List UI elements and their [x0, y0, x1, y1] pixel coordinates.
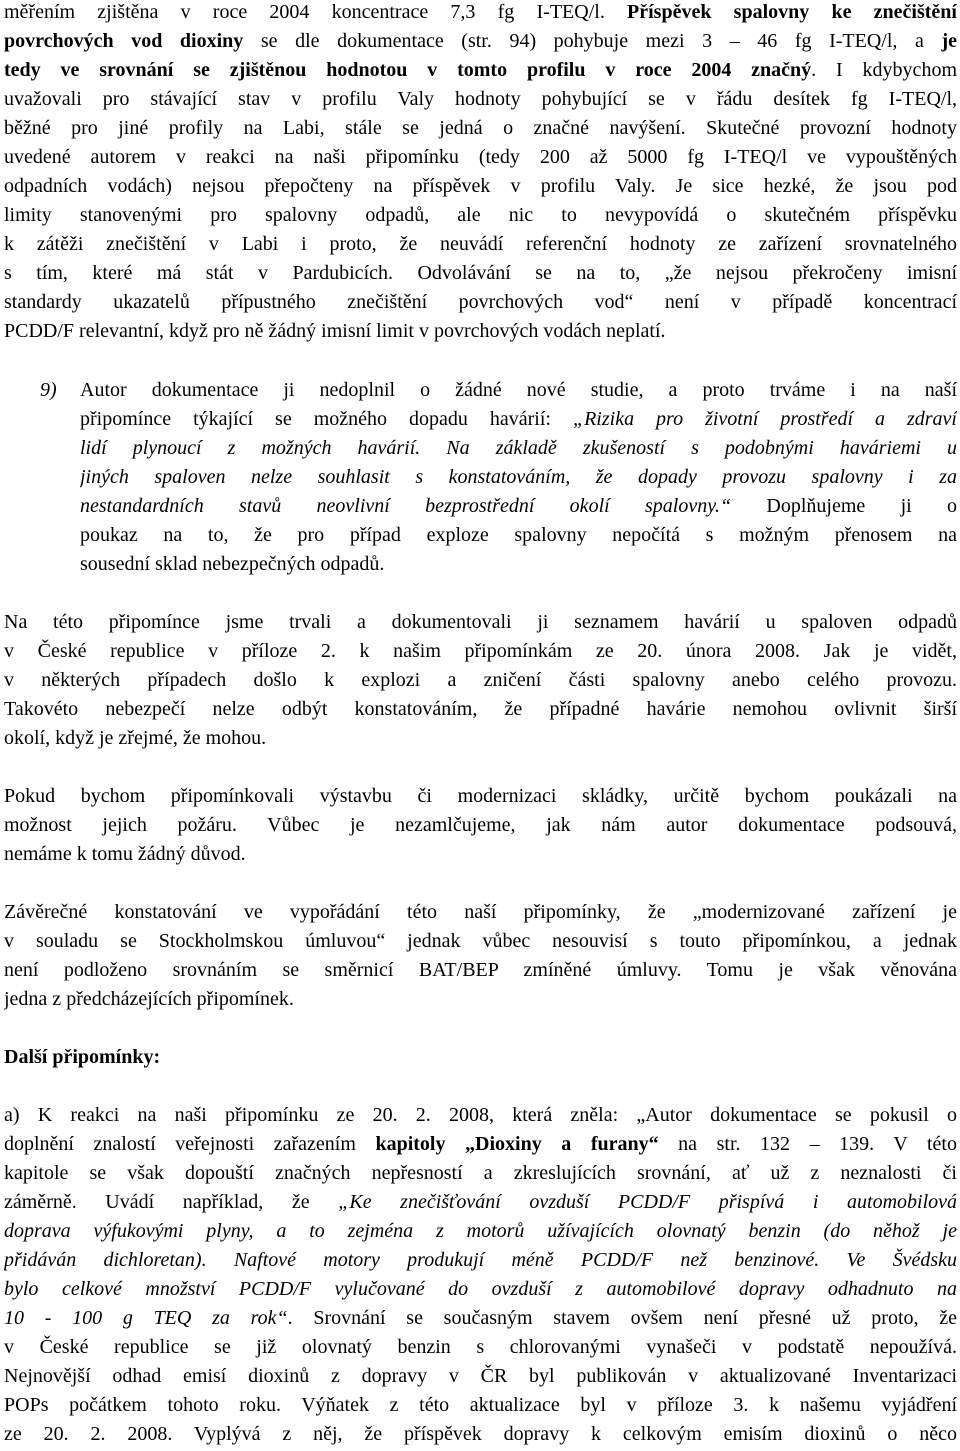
list-item-line: jiných spaloven nelze souhlasit s konstatováním, že dopady provozu spalovny i za	[80, 466, 957, 488]
paragraph-line: doprava výfukovými plyny, a to zejména z motorů užívajících olovnatý benzin (do něhož je	[4, 1220, 957, 1242]
paragraph-line: Takovéto nebezpečí nelze odbýt konstatováním, že případné havárie nemohou ovlivnit širší	[4, 698, 957, 720]
paragraph-line: 10 - 100 g TEQ za rok“. Srovnání se současným stavem ovšem není přesné už proto, že	[4, 1307, 957, 1329]
paragraph-line: možnost jejich požáru. Vůbec je nezamlčujeme, jak nám autor dokumentace podsouvá,	[4, 814, 957, 836]
paragraph-line: Pokud bychom připomínkovali výstavbu či modernizaci skládky, určitě bychom poukázali na	[4, 785, 957, 807]
list-item-line: nestandardních stavů neovlivní bezprostřední okolí spalovny.“ Doplňujeme ji o	[80, 495, 957, 517]
paragraph-line: měřením zjištěna v roce 2004 koncentrace 7,3 fg I-TEQ/l. Příspěvek spalovny ke znečištění	[4, 1, 957, 23]
paragraph-line: jedna z předcházejících připomínek.	[4, 988, 294, 1010]
paragraph-line: nemáme k tomu žádný důvod.	[4, 843, 246, 865]
paragraph-line: v některých případech došlo k explozi a zničení části spalovny anebo celého provozu.	[4, 669, 957, 691]
paragraph-line: a) K reakci na naši připomínku ze 20. 2. 2008, která zněla: „Autor dokumentace se pokusil o	[4, 1104, 957, 1126]
paragraph-line: Závěrečné konstatování ve vypořádání této naší připomínky, že „modernizované zařízení je	[4, 901, 957, 923]
paragraph-line: doplnění znalostí veřejnosti zařazením kapitoly „Dioxiny a furany“ na str. 132 – 139. V této	[4, 1133, 957, 1155]
paragraph-line: v České republice se již olovnatý benzin s chlorovanými vynašeči v podstatě nepoužívá.	[4, 1336, 957, 1358]
paragraph-line: Na této připomínce jsme trvali a dokumentovali ji seznamem havárií u spaloven odpadů	[4, 611, 957, 633]
paragraph-line: povrchových vod dioxiny se dle dokumentace (str. 94) pohybuje mezi 3 – 46 fg I-TEQ/l, a je	[4, 30, 957, 52]
paragraph-line: limity stanovenými pro spalovny odpadů, ale nic to nevypovídá o skutečném příspěvku	[4, 204, 957, 226]
paragraph-line: odpadních vodách) nejsou přepočteny na příspěvek v profilu Valy. Je sice hezké, že jsou pod	[4, 175, 957, 197]
paragraph-line: kapitole se však dopouští značných nepřesností a zkreslujících srovnání, ať už z neznalosti či	[4, 1162, 957, 1184]
paragraph-line: Nejnovější odhad emisí dioxinů z dopravy v ČR byl publikován v aktualizované Inventarizaci	[4, 1365, 957, 1387]
paragraph-line: bylo celkové množství PCDD/F vylučované do ovzduší z automobilové dopravy odhadnuto na	[4, 1278, 957, 1300]
list-item-line: Autor dokumentace ji nedoplnil o žádné nové studie, a proto trváme i na naší	[80, 379, 957, 401]
paragraph-line: PCDD/F relevantní, když pro ně žádný imisní limit v povrchových vodách neplatí.	[4, 320, 666, 342]
paragraph-line: v České republice v příloze 2. k našim připomínkám ze 20. února 2008. Jak je vidět,	[4, 640, 957, 662]
paragraph-line: tedy ve srovnání se zjištěnou hodnotou v tomto profilu v roce 2004 značný. I kdybychom	[4, 59, 957, 81]
paragraph-line: není podloženo srovnáním se směrnicí BAT/BEP zmíněné úmluvy. Tomu je však věnována	[4, 959, 957, 981]
list-item-line: lidí plynoucí z možných havárií. Na základě zkušeností s podobnými haváriemi u	[80, 437, 957, 459]
paragraph-line: okolí, když je zřejmé, že mohou.	[4, 727, 267, 749]
paragraph-line: v souladu se Stockholmskou úmluvou“ jednak vůbec nesouvisí s touto připomínkou, a jednak	[4, 930, 957, 952]
paragraph-line: ze 20. 2. 2008. Vyplývá z něj, že příspěvek dopravy k celkovým emisím dioxinů o něco	[4, 1423, 957, 1445]
list-item-line: připomínce týkající se možného dopadu havárií: „Rizika pro životní prostředí a zdraví	[80, 408, 957, 430]
list-number: 9)	[40, 379, 57, 401]
paragraph-line: uvažovali pro stávající stav v profilu Valy hodnoty pohybující se v řádu desítek fg I-TEQ/l,	[4, 88, 957, 110]
list-item-line: sousední sklad nebezpečných odpadů.	[80, 553, 385, 575]
paragraph-line: běžné pro jiné profily na Labi, stále se jedná o značné navýšení. Skutečné provozní hodnoty	[4, 117, 957, 139]
list-item-line: poukaz na to, že pro případ exploze spalovny nepočítá s možným přenosem na	[80, 524, 957, 546]
paragraph-line: k zátěži znečištění v Labi i proto, že neuvádí referenční hodnoty ze zařízení srovnatelného	[4, 233, 957, 255]
paragraph-line: standardy ukazatelů přípustného znečištění povrchových vod“ není v případě koncentrací	[4, 291, 957, 313]
paragraph-line: záměrně. Uvádí například, že „Ke znečišťování ovzduší PCDD/F přispívá i automobilová	[4, 1191, 957, 1213]
paragraph-line: s tím, které má stát v Pardubicích. Odvolávání se na to, „že nejsou překročeny imisní	[4, 262, 957, 284]
paragraph-line: POPs počátkem tohoto roku. Výňatek z této aktualizace byl v příloze 3. k našemu vyjádření	[4, 1394, 957, 1416]
paragraph-line: uvedené autorem v reakci na naši připomínku (tedy 200 až 5000 fg I-TEQ/l ve vypouštěných	[4, 146, 957, 168]
section-heading: Další připomínky:	[4, 1046, 161, 1068]
paragraph-line: přidáván dichloretan). Naftové motory produkují méně PCDD/F než benzinové. Ve Švédsku	[4, 1249, 957, 1271]
